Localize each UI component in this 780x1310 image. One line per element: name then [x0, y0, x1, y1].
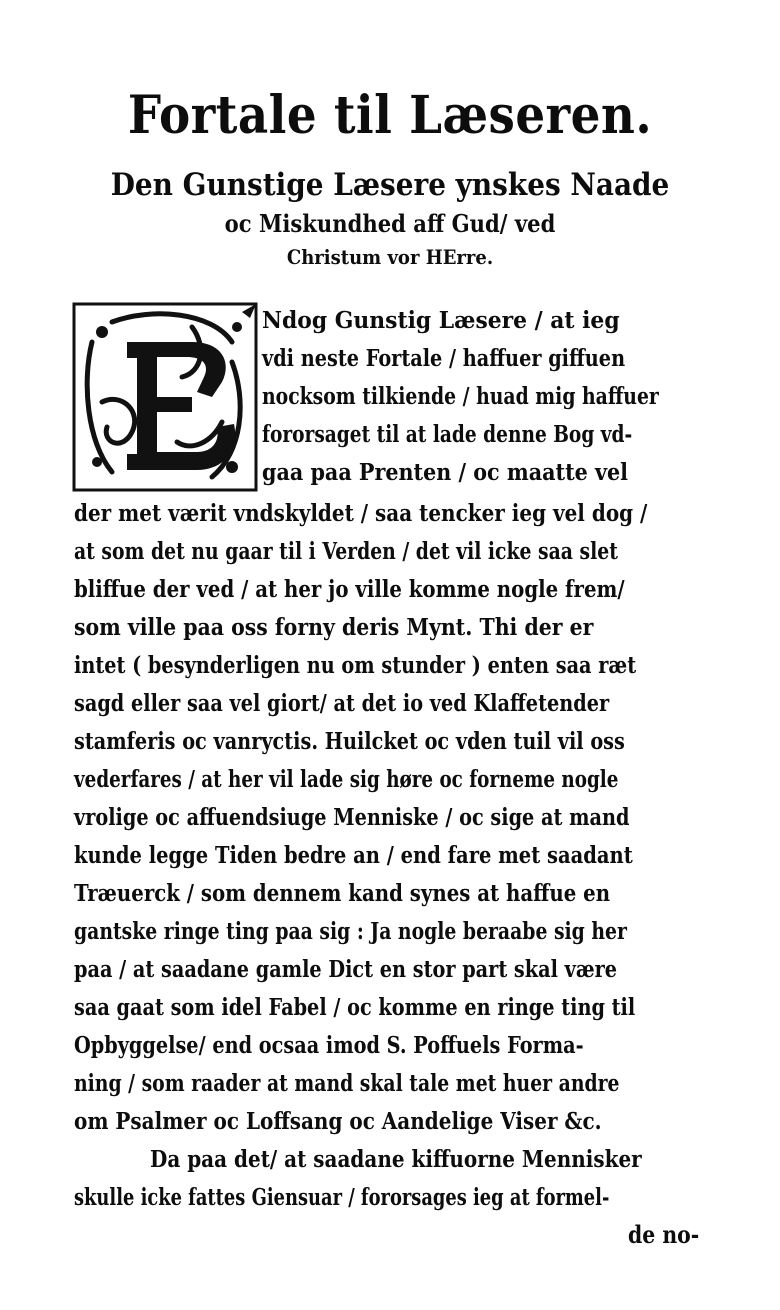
body-line-7: at som det nu gaar til i Verden / det vil icke saa slet: [74, 537, 618, 565]
body-line-8: bliffue der ved / at her jo ville komme nogle frem/: [74, 575, 625, 603]
body-line-6: der met værit vndskyldet / saa tencker ieg vel dog /: [74, 499, 648, 527]
subtitle-line-3: Christum vor HErre.: [286, 245, 494, 269]
body-line-16: Træuerck / som dennem kand synes at haffue en: [74, 879, 611, 907]
body-line-10: intet ( besynderligen nu om stunder ) enten saa ræt: [74, 651, 637, 679]
body-line-15: kunde legge Tiden bedre an / end fare met saadant: [74, 841, 633, 869]
body-line-19: saa gaat som idel Fabel / oc komme en ringe ting til: [74, 993, 636, 1021]
body-line-23: Da paa det/ at saadane kiffuorne Mennisker: [150, 1145, 642, 1173]
subtitle-line-1: Den Gunstige Læsere ynskes Naade: [110, 167, 670, 203]
body-line-5: gaa paa Prenten / oc maatte vel: [262, 458, 629, 486]
body-line-11: sagd eller saa vel giort/ at det io ved Klaffetender: [74, 689, 610, 717]
body-line-18: paa / at saadane gamle Dict en stor part skal være: [74, 955, 618, 983]
body-line-20: Opbyggelse/ end ocsaa imod S. Poffuels Forma-: [74, 1031, 584, 1059]
catchword: de no-: [628, 1220, 700, 1249]
body-line-4: fororsaget til at lade denne Bog vd-: [262, 420, 633, 448]
body-line-12: stamferis oc vanryctis. Huilcket oc vden tuil vil oss: [74, 727, 625, 755]
body-line-9: som ville paa oss forny deris Mynt. Thi der er: [74, 613, 594, 641]
body-line-17: gantske ringe ting paa sig : Ja nogle beraabe sig her: [74, 917, 627, 945]
body-line-22: om Psalmer oc Loffsang oc Aandelige Viser &c.: [74, 1107, 602, 1135]
body-line-3: nocksom tilkiende / huad mig haffuer: [262, 382, 659, 410]
body-line-1: Ndog Gunstig Læsere / at ieg: [262, 306, 620, 334]
body-line-21: ning / som raader at mand skal tale met huer andre: [74, 1069, 620, 1097]
body-line-24: skulle icke fattes Giensuar / fororsages ieg at formel-: [74, 1183, 610, 1211]
ornamental-drop-cap: [72, 302, 258, 492]
subtitle-line-2: oc Miskundhed aff Gud/ ved: [224, 209, 556, 238]
page-title: Fortale til Læseren.: [127, 85, 653, 146]
body-line-2: vdi neste Fortale / haffuer giffuen: [262, 344, 626, 372]
body-line-13: vederfares / at her vil lade sig høre oc forneme nogle: [74, 765, 619, 793]
body-line-14: vrolige oc affuendsiuge Menniske / oc sige at mand: [74, 803, 630, 831]
